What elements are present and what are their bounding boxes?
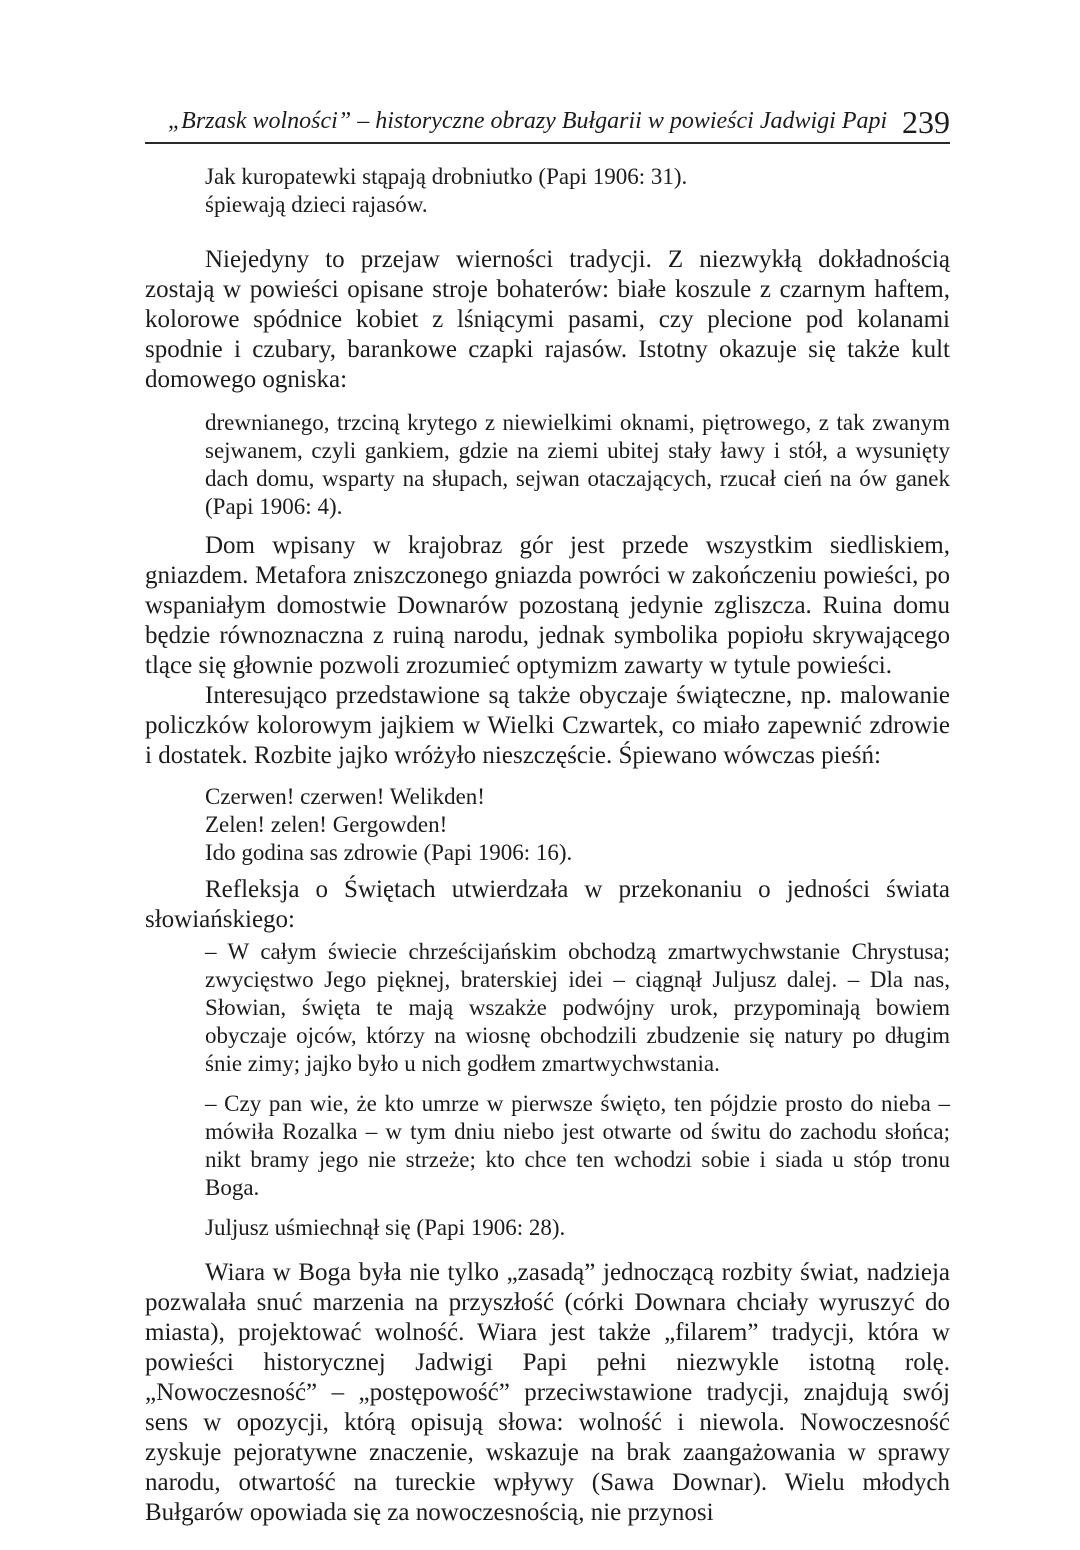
page-number: 239 xyxy=(902,104,950,140)
blockquote-smile: Juljusz uśmiechnął się (Papi 1906: 28). xyxy=(205,1215,566,1240)
blockquote-house: drewnianego, trzciną krytego z niewielkimi oknami, piętrowego, z tak zwanym sejwanem, czyli gankiem, gdzie na ziemi ubitej stały ławy i stół, a wysunięty dach domu, wsparty na słupach, sejwan otaczających, rzucał cień na ów ganek (Papi 1906: 4). xyxy=(205,410,950,519)
paragraph-reflection: Refleksja o Świętach utwierdzała w przekonaniu o jedności świata słowiańskiego: xyxy=(145,876,950,933)
opening-verse-line: śpiewają dzieci rajasów. xyxy=(205,192,428,217)
paragraph-home: Dom wpisany w krajobraz gór jest przede wszystkim siedliskiem, gniazdem. Metafora zniszczonego gniazda powróci w zakończeniu powieści, po wspaniałym domostwie Downarów pozostaną jedynie zgliszcza. Ruina domu będzie równoznaczna z ruiną narodu, jednak symbolika popiołu skrywającego tlące się głownie pozwoli zrozumieć optymizm zawarty w tytule powieści. xyxy=(145,532,950,679)
opening-verse xyxy=(205,163,950,219)
paragraph-tradition: Niejedyny to przejaw wierności tradycji. Z niezwykłą dokładnością zostają w powieści opisane stroje bohaterów: białe koszule z czarnym haftem, kolorowe spódnice kobiet z lśniącymi pasami, czy plecione pod kolanami spodnie i czubary, barankowe czapki rajasów. Istotny okazuje się także kult domowego ogniska: xyxy=(145,246,950,393)
easter-song-line: Ido godina sas zdrowie (Papi 1906: 16). xyxy=(205,840,573,865)
blockquote-easter-dialogue: – W całym świecie chrześcijańskim obchodzą zmartwychwstanie Chrystusa; zwycięstwo Jego pięknej, braterskiej idei – ciągnął Juljusz dalej. – Dla nas, Słowian, święta te mają wszakże podwójny urok, przypominają bowiem obyczaje ojców, którzy na wiosnę obchodzili zbudzenie się natury po długim śnie zimy; jajko było u nich godłem zmartwychwstania. xyxy=(205,939,950,1076)
opening-verse-line: Jak kuropatewki stąpają drobniutko (Papi 1906: 31). xyxy=(205,164,688,189)
paragraph-faith: Wiara w Boga była nie tylko „zasadą” jednoczącą rozbity świat, nadzieja pozwalała snuć marzenia na przyszłość (córki Downara chciały wyruszyć do miasta), projektować wolność. Wiara jest także „filarem” tradycji, która w powieści historycznej Jadwigi Papi pełni niezwykle istotną rolę. „Nowoczesność” – „postępowość” przeciwstawione tradycji, znajdują swój sens w opozycji, którą opisują słowa: wolność i niewola. Nowoczesność zyskuje pejoratywne znaczenie, wskazuje na brak zaangażowania w sprawy narodu, otwartość na tureckie wpływy (Sawa Downar). Wielu młodych Bułgarów opowiada się za nowoczesnością, nie przynosi xyxy=(145,1259,950,1526)
running-head-title: „Brzask wolności” – historyczne obrazy Bułgarii w powieści Jadwigi Papi xyxy=(167,108,888,134)
header-rule xyxy=(145,142,950,144)
running-head xyxy=(145,104,950,140)
easter-song-verse xyxy=(205,783,950,867)
blockquote-heaven-dialogue: – Czy pan wie, że kto umrze w pierwsze święto, ten pójdzie prosto do nieba – mówiła Rozalka – w tym dniu niebo jest otwarte od świtu do zachodu słońca; nikt bramy jego nie strzeże; kto chce ten wchodzi sobie i siada u stóp tronu Boga. xyxy=(205,1091,950,1200)
easter-song-line: Zelen! zelen! Gergowden! xyxy=(205,812,448,837)
easter-song-line: Czerwen! czerwen! Welikden! xyxy=(205,784,485,809)
paragraph-customs: Interesująco przedstawione są także obyczaje świąteczne, np. malowanie policzków kolorowym jajkiem w Wielki Czwartek, co miało zapewnić zdrowie i dostatek. Rozbite jajko wróżyło nieszczęście. Śpiewano wówczas pieśń: xyxy=(145,682,950,769)
text-column xyxy=(145,106,950,1528)
